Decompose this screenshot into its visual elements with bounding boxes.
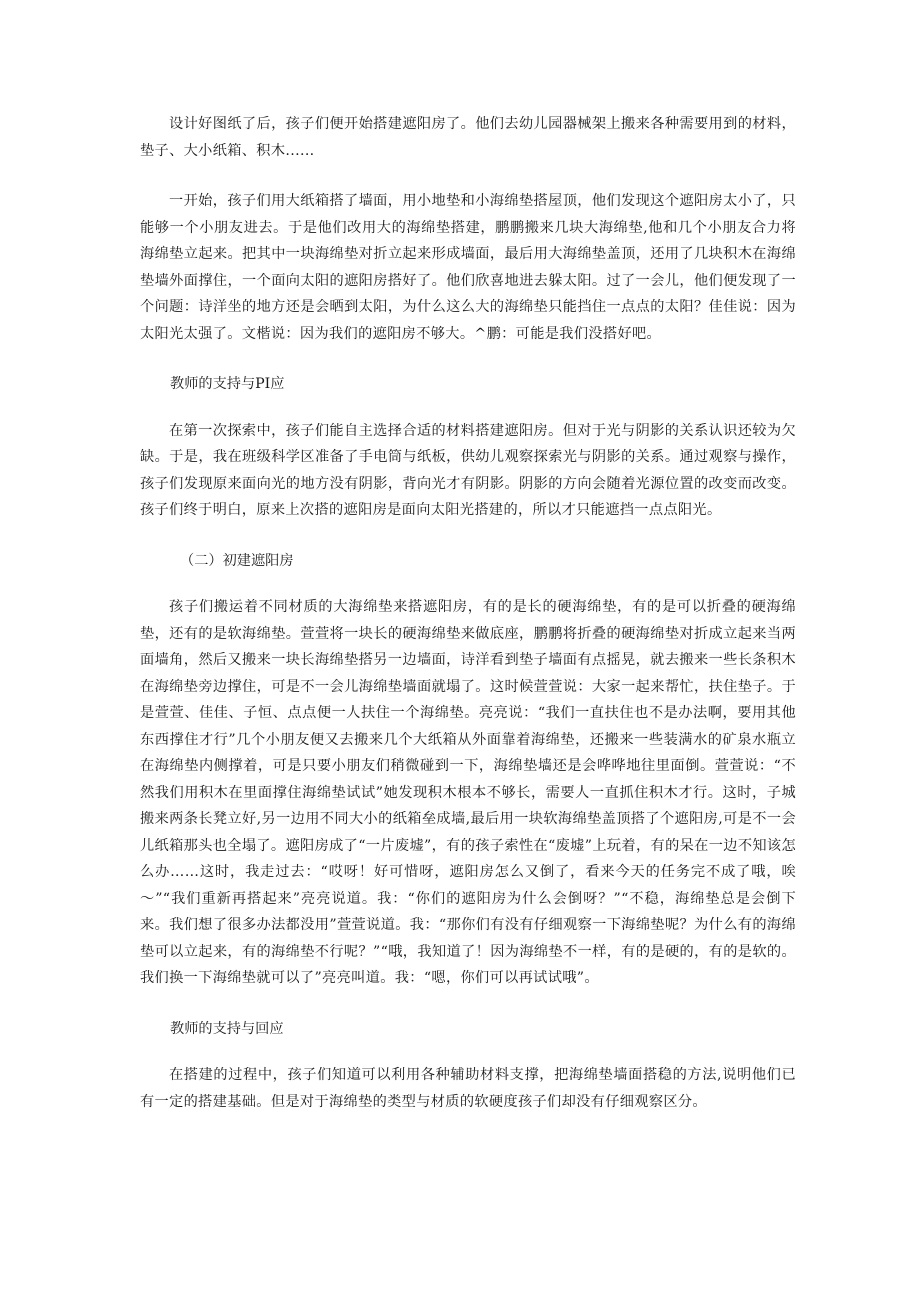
paragraph-first-attempt: 一开始，孩子们用大纸箱搭了墙面，用小地垫和小海绵垫搭屋顶，他们发现这个遮阳房太小了，只能够一个小朋友进去。于是他们改用大的海绵垫搭建，鹏鹏搬来几块大海绵垫,他和几个小朋友合力将海绵垫立起来。把其中一块海绵垫对折立起来形成墙面，最后用大海绵垫盖顶，还用了几块积木在海绵垫墙外面撑住，一个面向太阳的遮阳房搭好了。他们欣喜地进去躲太阳。过了一会儿，他们便发现了一个问题：诗洋坐的地方还是会晒到太阳，为什么这么大的海绵垫只能挡住一点点的太阳？佳佳说：因为太阳光太强了。文楷说：因为我们的遮阳房不够大。^鹏：可能是我们没搭好吧。 [140,193,796,342]
spacer [140,524,796,548]
heading-section-2: （二）初建遮阳房 [180,552,294,569]
paragraph-reflection: 在搭建的过程中，孩子们知道可以利用各种辅助材料支撑，把海绵垫墙面搭稳的方法,说明他们已有一定的搭建基础。但是对于海绵垫的类型与材质的软硬度孩子们却没有仔细观察区分。 [140,1067,796,1110]
paragraph-design-intro: 设计好图纸了后，孩子们便开始搭建遮阳房了。他们去幼儿园器械架上搬来各种需要用到的材料，垫子、大小纸箱、积木...... [140,116,796,159]
heading-teacher-support-1: 教师的支持与PI应 [170,376,285,392]
spacer [140,1042,796,1062]
spacer [140,992,796,1016]
spacer [140,347,796,371]
spacer [140,164,796,188]
paragraph-building-process: 孩子们搬运着不同材质的大海绵垫来搭遮阳房，有的是长的硬海绵垫，有的是可以折叠的硬海绵垫，还有的是软海绵垫。萱萱将一块长的硬海绵垫来做底座，鹏鹏将折叠的硬海绵垫对折成立起来当两面墙角，然后又搬来一块长海绵垫搭另一边墙面，诗洋看到垫子墙面有点摇晃，就去搬来一些长条积木在海绵垫旁边撑住，可是不一会儿海绵垫墙面就塌了。这时候萱萱说：大家一起来帮忙，扶住垫子。于是萱萱、佳佳、子恒、点点便一人扶住一个海绵垫。亮亮说：“我们一直扶住也不是办法啊，要用其他东西撑住才行”几个小朋友便又去搬来几个大纸箱从外面靠着海绵垫，还搬来一些装满水的矿泉水瓶立在海绵垫内侧撑着，可是只要小朋友们稍微碰到一下，海绵垫墙还是会哗哗地往里面倒。萱萱说：“不然我们用积木在里面撑住海绵垫试试”她发现积木根本不够长，需要人一直抓住积木才行。这时，子城搬来两条长凳立好,另一边用不同大小的纸箱垒成墙,最后用一块软海绵垫盖顶搭了个遮阳房,可是不一会儿纸箱那头也全塌了。遮阳房成了“一片废墟”，有的孩子索性在“废墟”上玩着，有的呆在一边不知该怎么办……这时，我走过去：“哎呀！好可惜呀，遮阳房怎么又倒了，看来今天的任务完不成了哦，唉～”“我们重新再搭起来”亮亮说道。我：“你们的遮阳房为什么会倒呀？”“不稳，海绵垫总是会倒下来。我们想了很多办法都没用”萱萱说道。我：“那你们有没有仔细观察一下海绵垫呢？为什么有的海绵垫可以立起来，有的海绵垫不行呢？”“哦，我知道了！因为海绵垫不一样，有的是硬的，有的是软的。我们换一下海绵垫就可以了”亮亮叫道。我：“嗯，你们可以再试试哦”。 [140,599,796,986]
document-page [140,111,796,1115]
spacer [140,574,796,594]
paragraph-first-exploration: 在第一次探索中，孩子们能自主选择合适的材料搭建遮阳房。但对于光与阴影的关系认识还较为欠缺。于是，我在班级科学区准备了手电筒与纸板，供幼儿观察探索光与阴影的关系。通过观察与操作，孩子们发现原来面向光的地方没有阴影，背向光才有阴影。阴影的方向会随着光源位置的改变而改变。孩子们终于明白，原来上次搭的遮阳房是面向太阳光搭建的，所以才只能遮挡一点点阳光。 [140,422,796,518]
heading-teacher-support-2: 教师的支持与回应 [170,1020,284,1037]
spacer [140,398,796,418]
